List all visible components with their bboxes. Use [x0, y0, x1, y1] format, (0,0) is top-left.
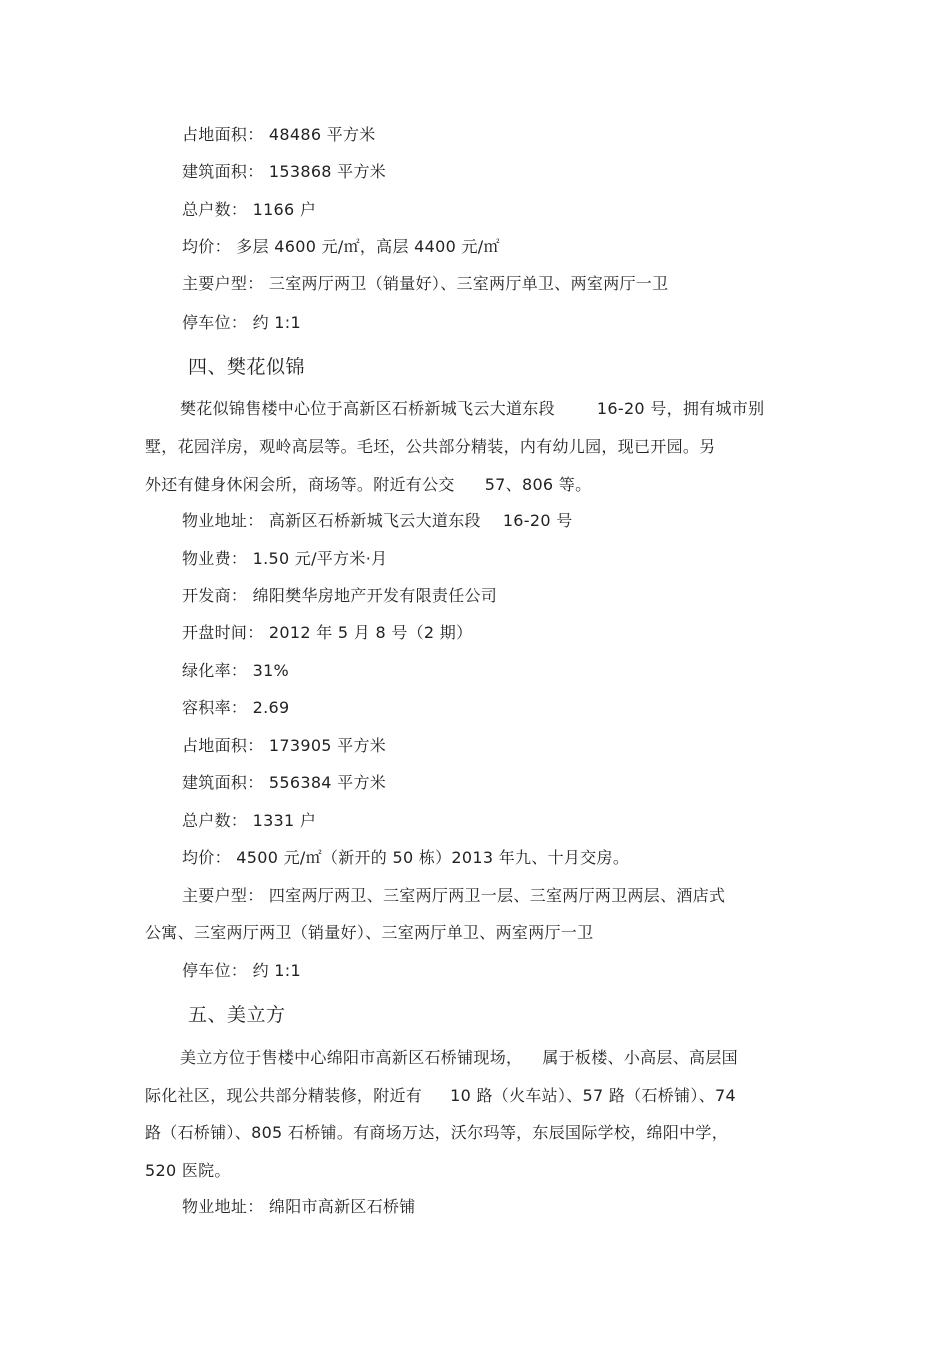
field-label: 容积率： [182, 698, 248, 717]
s4-fee [182, 548, 387, 570]
field-label: 开发商： [182, 586, 248, 605]
s4-intro-line-1 [180, 398, 764, 420]
field-label: 总户数： [182, 811, 248, 830]
field-label: 均价： [182, 237, 231, 256]
s4-avg-price [182, 847, 629, 869]
field-value: 绵阳市高新区石桥铺 [268, 1197, 416, 1216]
field-label: 停车位： [182, 961, 248, 980]
field-value: 多层 4600 元/㎡，高层 4400 元/㎡ [236, 237, 500, 256]
s4-green-rate [182, 660, 289, 682]
s4-intro-line-3 [145, 474, 591, 496]
text-run: 57、806 等。 [484, 475, 592, 494]
field-value: 约 1:1 [252, 961, 301, 980]
field-value: 约 1:1 [252, 313, 301, 332]
s3-building-area [182, 161, 386, 183]
field-value: 173905 平方米 [268, 736, 387, 755]
field-label: 物业地址： [182, 511, 264, 530]
s5-intro-line-2 [145, 1085, 736, 1107]
field-value: 4500 元/㎡（新开的 50 栋）2013 年九、十月交房。 [236, 848, 630, 867]
s4-layouts-cont: 公寓、三室两厅两卫（销量好）、三室两厅单卫、两室两厅一卫 [145, 923, 594, 942]
section-heading: 四、樊花似锦 [188, 356, 306, 378]
field-value: 31% [252, 661, 290, 680]
text-run: 美立方位于售楼中心绵阳市高新区石桥铺现场， [180, 1048, 523, 1067]
text-run: 16-20 号，拥有城市别 [596, 399, 765, 418]
s3-parking [182, 312, 301, 334]
s4-layouts [182, 885, 725, 907]
s5-intro-line-4: 520 医院。 [145, 1161, 231, 1180]
field-value: 2012 年 5 月 8 号（2 期） [268, 623, 473, 642]
s3-avg-price [182, 236, 500, 258]
field-value: 48486 平方米 [268, 125, 376, 144]
s3-land-area [182, 124, 376, 146]
s4-opening [182, 622, 472, 644]
field-label: 总户数： [182, 200, 248, 219]
s5-intro-line-3: 路（石桥铺）、805 石桥铺。有商场万达，沃尔玛等，东辰国际学校，绵阳中学， [145, 1123, 729, 1142]
field-value: 1.50 元/平方米·月 [252, 549, 388, 568]
field-value: 556384 平方米 [268, 773, 387, 792]
field-label: 占地面积： [182, 125, 264, 144]
field-label: 建筑面积： [182, 162, 264, 181]
s4-developer [182, 585, 497, 607]
text-run: 樊花似锦售楼中心位于高新区石桥新城飞云大道东段 [180, 399, 555, 418]
s5-intro-line-1 [180, 1047, 738, 1069]
s5-address [182, 1196, 416, 1218]
field-label: 停车位： [182, 313, 248, 332]
s4-address [182, 510, 573, 532]
field-value: 绵阳樊华房地产开发有限责任公司 [252, 586, 498, 605]
field-label: 均价： [182, 848, 231, 867]
section-heading: 五、美立方 [188, 1004, 286, 1026]
s4-land-area [182, 735, 386, 757]
field-label: 占地面积： [182, 736, 264, 755]
field-value: 三室两厅两卫（销量好）、三室两厅单卫、两室两厅一卫 [268, 274, 669, 293]
field-value: 16-20 号 [502, 511, 573, 530]
s3-layouts [182, 273, 668, 295]
field-value: 四室两厅两卫、三室两厅两卫一层、三室两厅两卫两层、酒店式 [268, 886, 726, 905]
field-label: 主要户型： [182, 886, 264, 905]
s4-plot-ratio [182, 697, 289, 719]
field-value: 高新区石桥新城飞云大道东段 [268, 511, 481, 530]
s4-parking [182, 960, 301, 982]
text-run: 10 路（火车站）、57 路（石桥铺）、74 [450, 1086, 736, 1105]
field-label: 物业地址： [182, 1197, 264, 1216]
text-run: 外还有健身休闲会所，商场等。附近有公交 [145, 475, 455, 494]
field-value: 2.69 [252, 698, 290, 717]
field-value: 1331 户 [252, 811, 317, 830]
field-label: 主要户型： [182, 274, 264, 293]
text-run: 际化社区，现公共部分精装修，附近有 [145, 1086, 423, 1105]
s4-households [182, 810, 316, 832]
field-label: 物业费： [182, 549, 248, 568]
s3-households [182, 199, 316, 221]
text-run: 属于板楼、小高层、高层国 [542, 1048, 738, 1067]
s4-intro-line-2: 墅，花园洋房，观岭高层等。毛坯，公共部分精装，内有幼儿园，现已开园。另 [145, 437, 716, 456]
field-label: 开盘时间： [182, 623, 264, 642]
field-label: 绿化率： [182, 661, 248, 680]
field-value: 153868 平方米 [268, 162, 387, 181]
field-value: 1166 户 [252, 200, 317, 219]
s4-building-area [182, 772, 386, 794]
field-label: 建筑面积： [182, 773, 264, 792]
